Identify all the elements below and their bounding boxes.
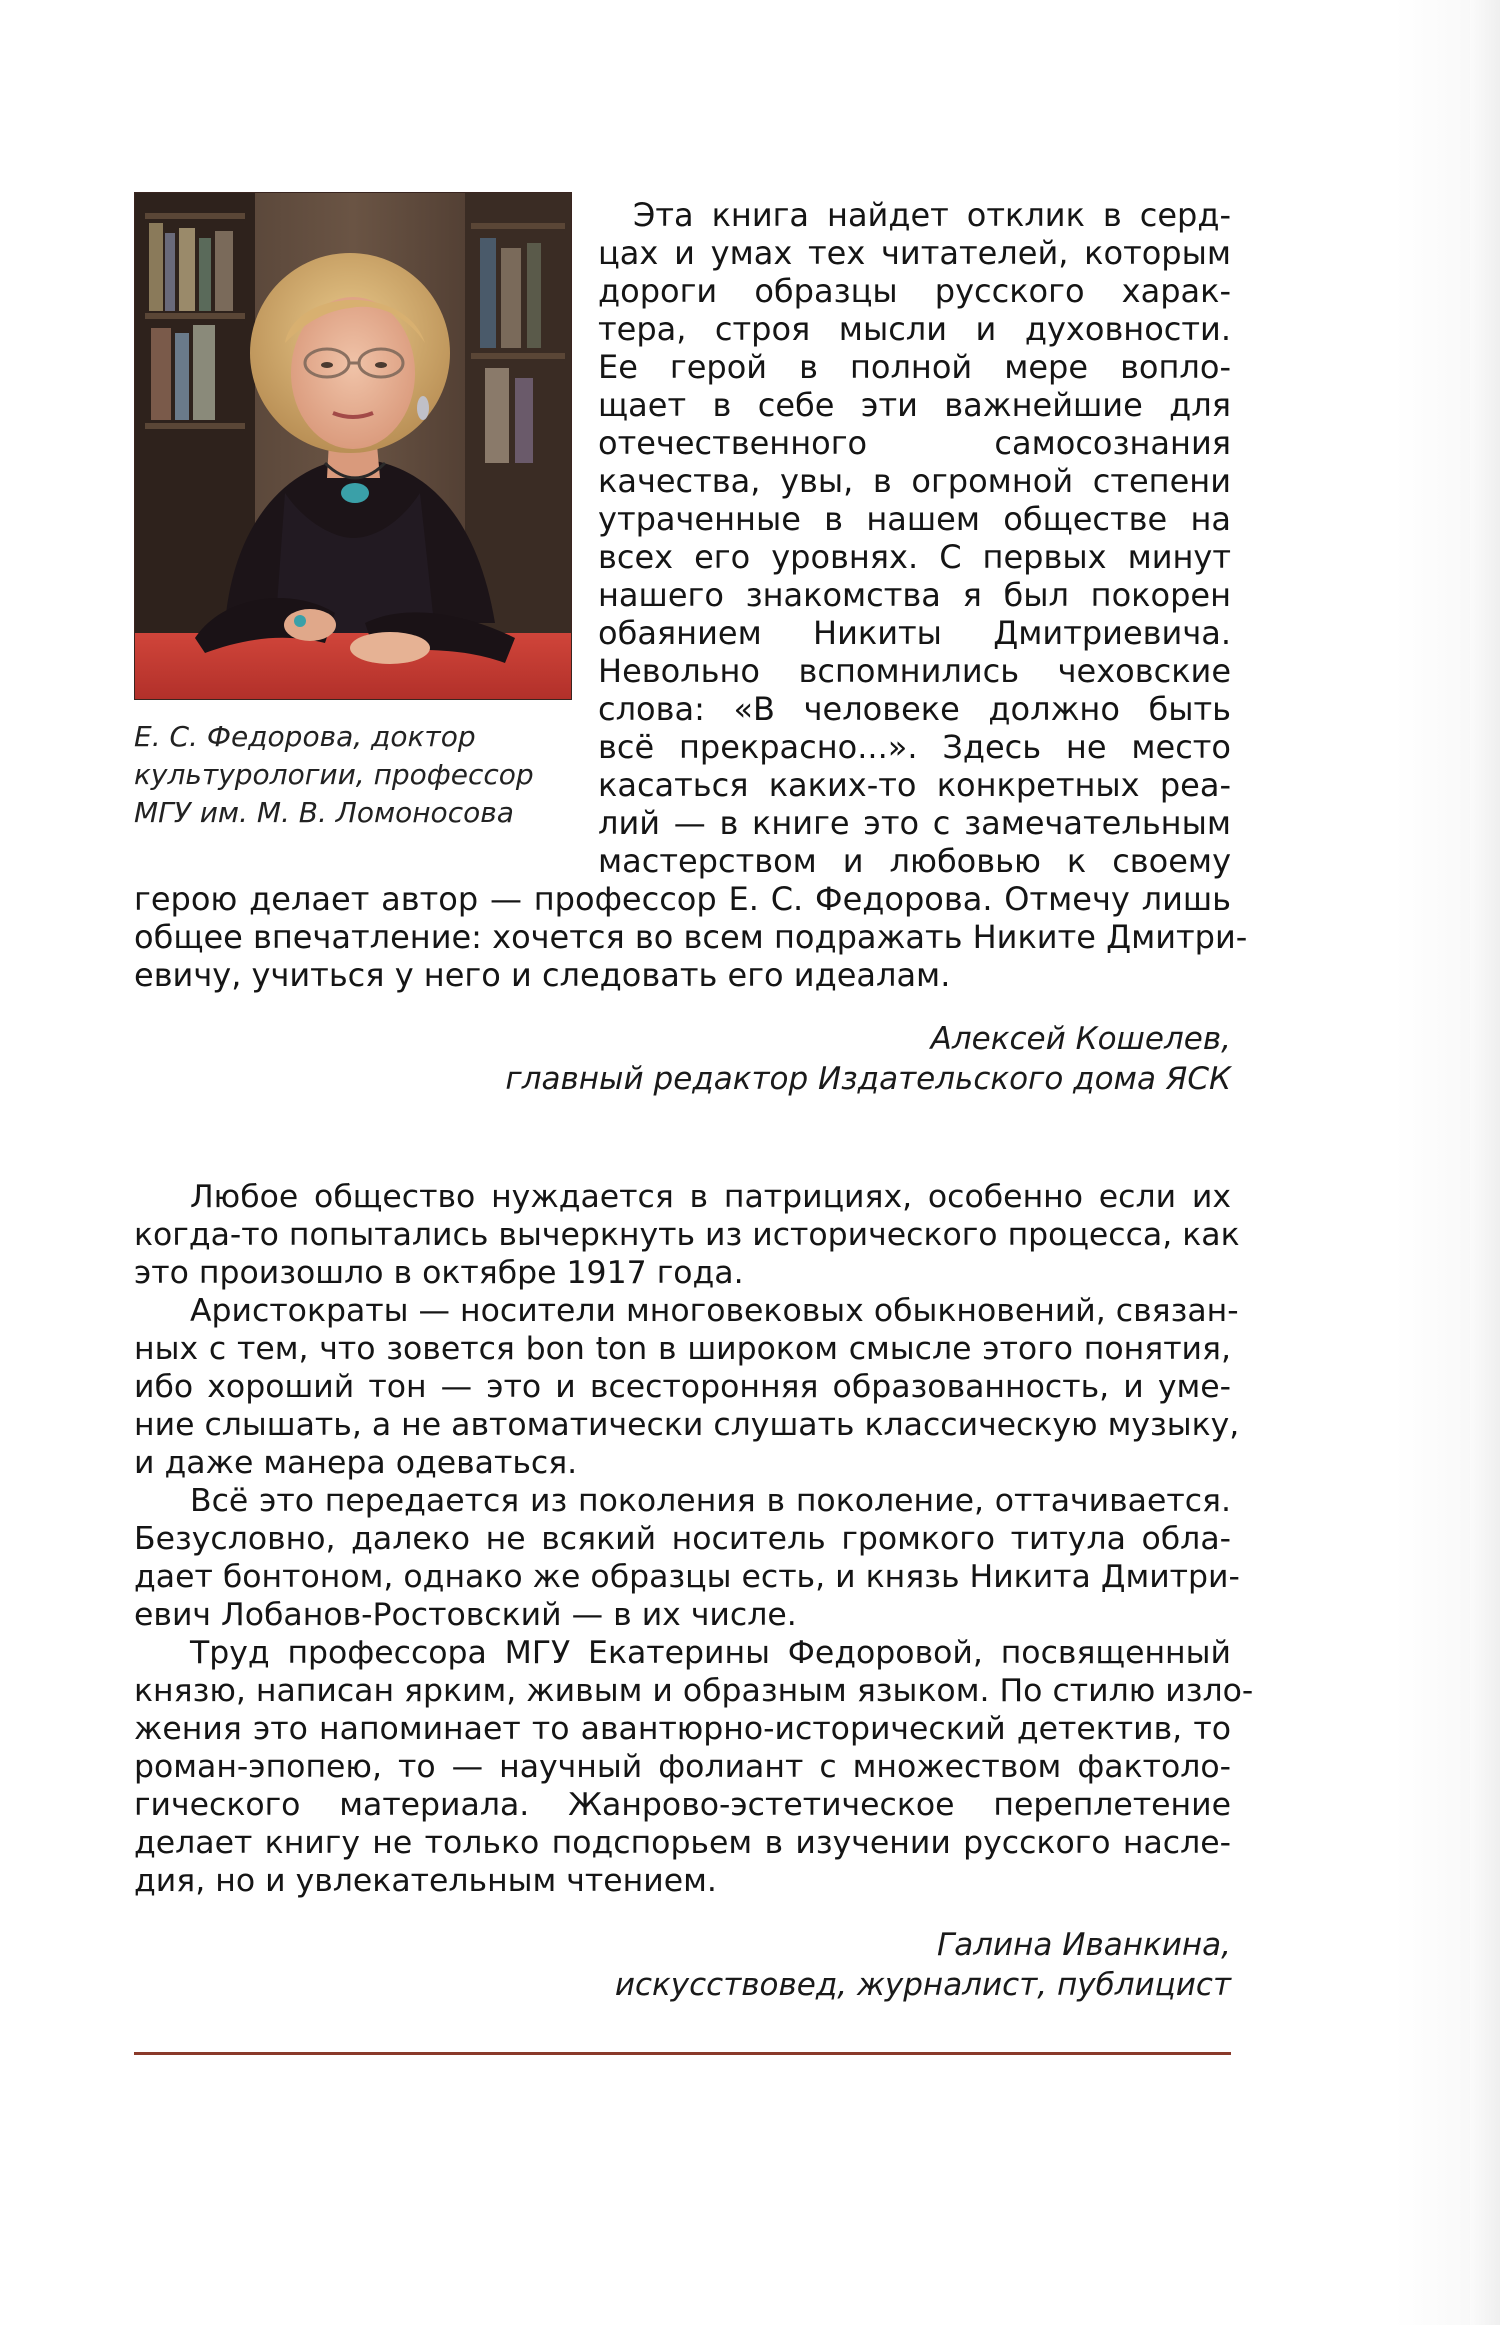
text-line: жения это напоминает то авантюрно-исторический детектив, то	[134, 1711, 1231, 1747]
divider-rule	[134, 2052, 1231, 2055]
text-line: обаянием Никиты Дмитриевича.	[598, 614, 1231, 652]
text-line: делает книгу не только подспорьем в изучении русского насле-	[134, 1825, 1231, 1861]
review-author-title: главный редактор Издательского дома ЯСК	[505, 1061, 1231, 1097]
text-line: тера, строя мысли и духовности.	[598, 310, 1231, 348]
text-line: отечественного самосознания	[598, 424, 1231, 462]
text-line: всех его уровнях. С первых минут	[598, 538, 1231, 576]
text-line: цах и умах тех читателей, которым	[598, 234, 1231, 272]
text-line: роман-эпопею, то — научный фолиант с множеством фактоло-	[134, 1749, 1231, 1785]
author-portrait-photo	[134, 192, 572, 700]
text-line: евичу, учиться у него и следовать его идеалам.	[134, 956, 951, 994]
text-line: нашего знакомства я был покорен	[598, 576, 1231, 614]
text-line: Безусловно, далеко не всякий носитель громкого титула обла-	[134, 1521, 1231, 1557]
text-line: дает бонтоном, однако же образцы есть, и князь Никита Дмитри-	[134, 1559, 1240, 1595]
text-line: и даже манера одеваться.	[134, 1445, 578, 1481]
text-line: евич Лобанов-Ростовский — в их числе.	[134, 1597, 797, 1633]
review-author-title: искусствовед, журналист, публицист	[614, 1967, 1231, 2003]
text-line: всё прекрасно...». Здесь не место	[598, 728, 1231, 766]
text-line: Невольно вспомнились чеховские	[598, 652, 1231, 690]
review-author-name: Галина Иванкина,	[936, 1927, 1231, 1963]
caption-line: культурологии, профессор	[134, 758, 534, 791]
text-line: дия, но и увлекательным чтением.	[134, 1863, 717, 1899]
text-line: общее впечатление: хочется во всем подражать Никите Дмитри-	[134, 918, 1248, 956]
text-line: Ее герой в полной мере вопло-	[598, 348, 1231, 386]
text-line: лий — в книге это с замечательным	[598, 804, 1231, 842]
text-line: Всё это передается из поколения в поколение, оттачивается.	[190, 1483, 1231, 1519]
text-line: это произошло в октябре 1917 года.	[134, 1255, 744, 1291]
photo-caption	[134, 718, 574, 832]
text-line: Любое общество нуждается в патрициях, особенно если их	[190, 1179, 1231, 1215]
text-line: герою делает автор — профессор Е. С. Федорова. Отмечу лишь	[134, 880, 1231, 918]
text-line: утраченные в нашем обществе на	[598, 500, 1231, 538]
review-author-name: Алексей Кошелев,	[930, 1021, 1231, 1057]
text-line: гического материала. Жанрово-эстетическое переплетение	[134, 1787, 1231, 1823]
text-line: дороги образцы русского харак-	[598, 272, 1231, 310]
text-line: ных с тем, что зовется bon ton в широком смысле этого понятия,	[134, 1331, 1231, 1367]
caption-line: МГУ им. М. В. Ломоносова	[134, 796, 514, 829]
text-line: князю, написан ярким, живым и образным языком. По стилю изло-	[134, 1673, 1254, 1709]
text-line: Труд профессора МГУ Екатерины Федоровой, посвященный	[190, 1635, 1231, 1671]
text-line: слова: «В человеке должно быть	[598, 690, 1231, 728]
text-line: ибо хороший тон — это и всесторонняя образованность, и уме-	[134, 1369, 1231, 1405]
text-line: когда-то попытались вычеркнуть из исторического процесса, как	[134, 1217, 1240, 1253]
text-line: ние слышать, а не автоматически слушать классическую музыку,	[134, 1407, 1240, 1443]
text-line: Эта книга найдет отклик в серд-	[633, 196, 1231, 234]
text-line: касаться каких-то конкретных реа-	[598, 766, 1231, 804]
caption-line: Е. С. Федорова, доктор	[134, 720, 476, 753]
text-line: Аристократы — носители многовековых обыкновений, связан-	[190, 1293, 1239, 1329]
text-line: щает в себе эти важнейшие для	[598, 386, 1231, 424]
page-edge-shadow	[1470, 0, 1500, 2325]
text-line: мастерством и любовью к своему	[598, 842, 1231, 880]
text-line: качества, увы, в огромной степени	[598, 462, 1231, 500]
